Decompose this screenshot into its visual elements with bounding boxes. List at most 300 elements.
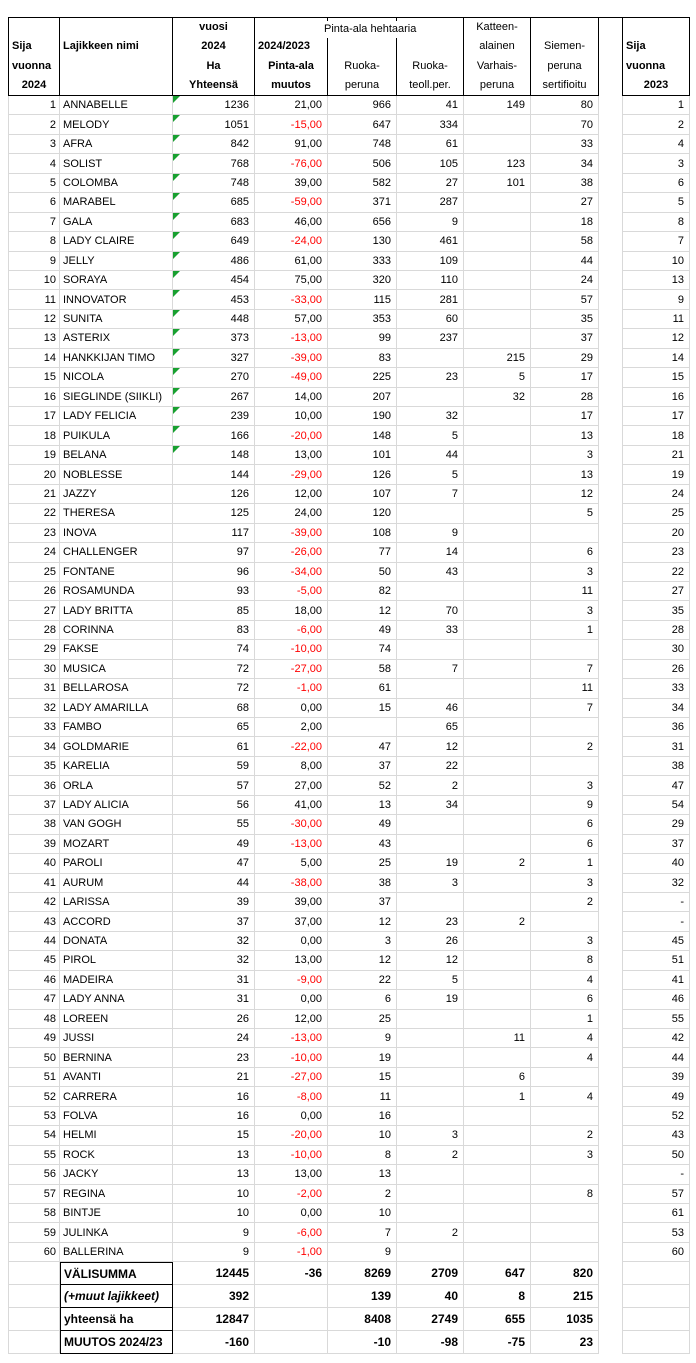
summary-cell-variety-name[interactable]: yhteensä ha — [60, 1308, 173, 1331]
cell-ha-total[interactable]: 126 — [173, 485, 255, 504]
cell-varhaisperuna[interactable] — [464, 932, 531, 951]
cell-siemenperuna[interactable]: 12 — [531, 485, 599, 504]
cell-ha-total[interactable]: 13 — [173, 1165, 255, 1184]
cell-area-change[interactable]: 18,00 — [255, 601, 328, 620]
cell-ha-total[interactable]: 68 — [173, 699, 255, 718]
cell-rank-2024[interactable]: 30 — [8, 660, 60, 679]
cell-ha-total[interactable]: 454 — [173, 271, 255, 290]
cell-area-change[interactable]: 13,00 — [255, 951, 328, 970]
cell-area-change[interactable]: 8,00 — [255, 757, 328, 776]
cell-ha-total[interactable]: 32 — [173, 932, 255, 951]
cell-ruoka-teoll[interactable]: 22 — [397, 757, 464, 776]
cell-ruoka-teoll[interactable]: 23 — [397, 912, 464, 931]
cell-siemenperuna[interactable]: 1 — [531, 621, 599, 640]
cell-variety-name[interactable]: PIROL — [60, 951, 173, 970]
cell-ruoka-teoll[interactable]: 7 — [397, 485, 464, 504]
cell-area-change[interactable]: -8,00 — [255, 1087, 328, 1106]
cell-siemenperuna[interactable]: 24 — [531, 271, 599, 290]
cell-ruokaperuna[interactable]: 647 — [328, 115, 397, 134]
cell-ruokaperuna[interactable]: 130 — [328, 232, 397, 251]
cell-rank-2024[interactable]: 52 — [8, 1087, 60, 1106]
cell-varhaisperuna[interactable]: 32 — [464, 388, 531, 407]
cell-ha-total[interactable]: 23 — [173, 1048, 255, 1067]
cell-varhaisperuna[interactable] — [464, 213, 531, 232]
header-rank-2023[interactable] — [623, 17, 690, 96]
cell-variety-name[interactable]: ANNABELLE — [60, 96, 173, 115]
cell-rank-2023[interactable]: 41 — [623, 971, 690, 990]
cell-ruokaperuna[interactable]: 656 — [328, 213, 397, 232]
summary-cell-varhaisperuna[interactable]: 655 — [464, 1308, 531, 1331]
cell-siemenperuna[interactable]: 33 — [531, 135, 599, 154]
cell-varhaisperuna[interactable] — [464, 971, 531, 990]
cell-area-change[interactable]: -13,00 — [255, 1029, 328, 1048]
cell-variety-name[interactable]: VAN GOGH — [60, 815, 173, 834]
cell-ha-total[interactable]: 72 — [173, 679, 255, 698]
cell-ruoka-teoll[interactable]: 46 — [397, 699, 464, 718]
cell-variety-name[interactable]: ACCORD — [60, 912, 173, 931]
cell-ruoka-teoll[interactable] — [397, 349, 464, 368]
cell-variety-name[interactable]: SUNITA — [60, 310, 173, 329]
cell-variety-name[interactable]: LADY BRITTA — [60, 601, 173, 620]
cell-varhaisperuna[interactable] — [464, 485, 531, 504]
cell-siemenperuna[interactable]: 4 — [531, 1087, 599, 1106]
cell-ha-total[interactable]: 239 — [173, 407, 255, 426]
cell-rank-2023[interactable]: 13 — [623, 271, 690, 290]
cell-area-change[interactable]: -38,00 — [255, 874, 328, 893]
cell-ha-total[interactable]: 13 — [173, 1146, 255, 1165]
cell-area-change[interactable]: -9,00 — [255, 971, 328, 990]
cell-siemenperuna[interactable]: 38 — [531, 174, 599, 193]
cell-varhaisperuna[interactable] — [464, 1126, 531, 1145]
cell-rank-2023[interactable]: 34 — [623, 699, 690, 718]
cell-varhaisperuna[interactable] — [464, 1243, 531, 1262]
cell-variety-name[interactable]: INNOVATOR — [60, 290, 173, 309]
summary-cell-area-change[interactable]: -36 — [255, 1262, 328, 1285]
cell-siemenperuna[interactable]: 70 — [531, 115, 599, 134]
cell-variety-name[interactable]: BELLAROSA — [60, 679, 173, 698]
cell-varhaisperuna[interactable] — [464, 601, 531, 620]
cell-ruoka-teoll[interactable]: 12 — [397, 737, 464, 756]
cell-rank-2024[interactable]: 37 — [8, 796, 60, 815]
cell-area-change[interactable]: -24,00 — [255, 232, 328, 251]
cell-variety-name[interactable]: THERESA — [60, 504, 173, 523]
summary-cell-rank-2024[interactable] — [8, 1285, 60, 1308]
cell-varhaisperuna[interactable] — [464, 660, 531, 679]
cell-variety-name[interactable]: FAKSE — [60, 640, 173, 659]
cell-ruokaperuna[interactable]: 74 — [328, 640, 397, 659]
cell-ruokaperuna[interactable]: 320 — [328, 271, 397, 290]
cell-rank-2024[interactable]: 57 — [8, 1185, 60, 1204]
cell-ha-total[interactable]: 61 — [173, 737, 255, 756]
cell-varhaisperuna[interactable] — [464, 465, 531, 484]
cell-ruoka-teoll[interactable]: 105 — [397, 154, 464, 173]
cell-ha-total[interactable]: 32 — [173, 951, 255, 970]
cell-rank-2024[interactable]: 6 — [8, 193, 60, 212]
cell-area-change[interactable]: 2,00 — [255, 718, 328, 737]
cell-rank-2023[interactable]: 60 — [623, 1243, 690, 1262]
cell-ruokaperuna[interactable]: 99 — [328, 329, 397, 348]
cell-ruoka-teoll[interactable]: 334 — [397, 115, 464, 134]
summary-cell-siemenperuna[interactable]: 820 — [531, 1262, 599, 1285]
cell-variety-name[interactable]: NOBLESSE — [60, 465, 173, 484]
cell-rank-2023[interactable]: 27 — [623, 582, 690, 601]
cell-rank-2023[interactable]: 61 — [623, 1204, 690, 1223]
cell-variety-name[interactable]: SOLIST — [60, 154, 173, 173]
cell-variety-name[interactable]: ROSAMUNDA — [60, 582, 173, 601]
cell-ruokaperuna[interactable]: 16 — [328, 1107, 397, 1126]
cell-area-change[interactable]: -2,00 — [255, 1185, 328, 1204]
cell-rank-2023[interactable]: 5 — [623, 193, 690, 212]
cell-area-change[interactable]: 13,00 — [255, 1165, 328, 1184]
cell-variety-name[interactable]: JULINKA — [60, 1223, 173, 1242]
cell-ruoka-teoll[interactable] — [397, 1165, 464, 1184]
cell-ha-total[interactable]: 97 — [173, 543, 255, 562]
cell-rank-2024[interactable]: 58 — [8, 1204, 60, 1223]
cell-varhaisperuna[interactable] — [464, 271, 531, 290]
cell-rank-2023[interactable]: 38 — [623, 757, 690, 776]
cell-ruoka-teoll[interactable] — [397, 835, 464, 854]
cell-ruokaperuna[interactable]: 61 — [328, 679, 397, 698]
summary-cell-siemenperuna[interactable]: 1035 — [531, 1308, 599, 1331]
cell-rank-2024[interactable]: 25 — [8, 563, 60, 582]
cell-variety-name[interactable]: AURUM — [60, 874, 173, 893]
cell-rank-2023[interactable]: 4 — [623, 135, 690, 154]
cell-ruoka-teoll[interactable] — [397, 893, 464, 912]
cell-rank-2024[interactable]: 38 — [8, 815, 60, 834]
cell-siemenperuna[interactable]: 6 — [531, 990, 599, 1009]
cell-varhaisperuna[interactable] — [464, 893, 531, 912]
cell-ruoka-teoll[interactable]: 33 — [397, 621, 464, 640]
cell-siemenperuna[interactable] — [531, 1223, 599, 1242]
cell-rank-2023[interactable]: 21 — [623, 446, 690, 465]
cell-ha-total[interactable]: 31 — [173, 971, 255, 990]
cell-variety-name[interactable]: JELLY — [60, 252, 173, 271]
cell-rank-2024[interactable]: 60 — [8, 1243, 60, 1262]
cell-varhaisperuna[interactable] — [464, 757, 531, 776]
cell-variety-name[interactable]: LADY FELICIA — [60, 407, 173, 426]
cell-siemenperuna[interactable]: 2 — [531, 1126, 599, 1145]
cell-ha-total[interactable]: 117 — [173, 524, 255, 543]
cell-varhaisperuna[interactable]: 101 — [464, 174, 531, 193]
cell-ha-total[interactable]: 47 — [173, 854, 255, 873]
cell-ha-total[interactable]: 10 — [173, 1185, 255, 1204]
cell-rank-2024[interactable]: 18 — [8, 426, 60, 445]
cell-ruokaperuna[interactable]: 3 — [328, 932, 397, 951]
cell-rank-2023[interactable]: 33 — [623, 679, 690, 698]
cell-rank-2023[interactable]: 57 — [623, 1185, 690, 1204]
cell-ruokaperuna[interactable]: 52 — [328, 776, 397, 795]
cell-siemenperuna[interactable]: 2 — [531, 893, 599, 912]
cell-ruoka-teoll[interactable] — [397, 1243, 464, 1262]
cell-rank-2024[interactable]: 5 — [8, 174, 60, 193]
cell-ruoka-teoll[interactable]: 237 — [397, 329, 464, 348]
cell-rank-2023[interactable]: 19 — [623, 465, 690, 484]
cell-siemenperuna[interactable] — [531, 1204, 599, 1223]
summary-cell-rank-2023[interactable] — [623, 1308, 690, 1331]
cell-area-change[interactable]: -27,00 — [255, 660, 328, 679]
cell-varhaisperuna[interactable] — [464, 815, 531, 834]
cell-ruoka-teoll[interactable]: 3 — [397, 874, 464, 893]
cell-ruokaperuna[interactable]: 2 — [328, 1185, 397, 1204]
cell-rank-2023[interactable]: 14 — [623, 349, 690, 368]
cell-siemenperuna[interactable]: 37 — [531, 329, 599, 348]
cell-rank-2023[interactable]: 42 — [623, 1029, 690, 1048]
cell-ha-total[interactable]: 21 — [173, 1068, 255, 1087]
cell-varhaisperuna[interactable] — [464, 1146, 531, 1165]
cell-ruoka-teoll[interactable] — [397, 1048, 464, 1067]
cell-area-change[interactable]: 10,00 — [255, 407, 328, 426]
cell-ruoka-teoll[interactable]: 5 — [397, 465, 464, 484]
cell-area-change[interactable]: -26,00 — [255, 543, 328, 562]
cell-siemenperuna[interactable]: 2 — [531, 737, 599, 756]
summary-cell-ruokaperuna[interactable]: -10 — [328, 1331, 397, 1354]
cell-ruoka-teoll[interactable] — [397, 1204, 464, 1223]
summary-cell-rank-2023[interactable] — [623, 1331, 690, 1354]
cell-area-change[interactable]: -10,00 — [255, 1146, 328, 1165]
summary-cell-area-change[interactable] — [255, 1308, 328, 1331]
cell-varhaisperuna[interactable] — [464, 426, 531, 445]
cell-rank-2024[interactable]: 49 — [8, 1029, 60, 1048]
cell-rank-2024[interactable]: 12 — [8, 310, 60, 329]
cell-ruokaperuna[interactable]: 120 — [328, 504, 397, 523]
cell-ruoka-teoll[interactable]: 5 — [397, 426, 464, 445]
cell-varhaisperuna[interactable]: 215 — [464, 349, 531, 368]
cell-area-change[interactable]: 61,00 — [255, 252, 328, 271]
cell-varhaisperuna[interactable] — [464, 135, 531, 154]
cell-ruokaperuna[interactable]: 13 — [328, 796, 397, 815]
cell-variety-name[interactable]: AVANTI — [60, 1068, 173, 1087]
cell-ruokaperuna[interactable]: 353 — [328, 310, 397, 329]
cell-rank-2024[interactable]: 23 — [8, 524, 60, 543]
cell-varhaisperuna[interactable] — [464, 679, 531, 698]
cell-siemenperuna[interactable]: 44 — [531, 252, 599, 271]
cell-area-change[interactable]: -13,00 — [255, 329, 328, 348]
cell-ha-total[interactable]: 56 — [173, 796, 255, 815]
cell-siemenperuna[interactable]: 3 — [531, 601, 599, 620]
header-rank-2024[interactable] — [8, 17, 60, 96]
cell-varhaisperuna[interactable] — [464, 1010, 531, 1029]
cell-rank-2023[interactable]: 52 — [623, 1107, 690, 1126]
summary-cell-varhaisperuna[interactable]: -75 — [464, 1331, 531, 1354]
cell-rank-2024[interactable]: 1 — [8, 96, 60, 115]
cell-rank-2024[interactable]: 59 — [8, 1223, 60, 1242]
cell-ha-total[interactable]: 26 — [173, 1010, 255, 1029]
cell-rank-2024[interactable]: 55 — [8, 1146, 60, 1165]
cell-area-change[interactable]: -59,00 — [255, 193, 328, 212]
cell-siemenperuna[interactable]: 17 — [531, 368, 599, 387]
cell-ruoka-teoll[interactable]: 281 — [397, 290, 464, 309]
cell-ruokaperuna[interactable]: 15 — [328, 699, 397, 718]
cell-variety-name[interactable]: JACKY — [60, 1165, 173, 1184]
cell-rank-2024[interactable]: 14 — [8, 349, 60, 368]
cell-siemenperuna[interactable]: 8 — [531, 1185, 599, 1204]
cell-varhaisperuna[interactable] — [464, 524, 531, 543]
cell-siemenperuna[interactable]: 3 — [531, 563, 599, 582]
cell-area-change[interactable]: 37,00 — [255, 912, 328, 931]
cell-variety-name[interactable]: CORINNA — [60, 621, 173, 640]
cell-ruoka-teoll[interactable]: 34 — [397, 796, 464, 815]
cell-variety-name[interactable]: GALA — [60, 213, 173, 232]
cell-ruoka-teoll[interactable]: 2 — [397, 1146, 464, 1165]
cell-rank-2024[interactable]: 8 — [8, 232, 60, 251]
cell-variety-name[interactable]: MOZART — [60, 835, 173, 854]
cell-siemenperuna[interactable]: 11 — [531, 679, 599, 698]
summary-cell-area-change[interactable] — [255, 1285, 328, 1308]
cell-rank-2023[interactable]: 35 — [623, 601, 690, 620]
cell-siemenperuna[interactable] — [531, 1243, 599, 1262]
cell-ruokaperuna[interactable]: 506 — [328, 154, 397, 173]
cell-siemenperuna[interactable]: 29 — [531, 349, 599, 368]
cell-rank-2023[interactable]: 24 — [623, 485, 690, 504]
cell-ruoka-teoll[interactable]: 287 — [397, 193, 464, 212]
cell-ruokaperuna[interactable]: 101 — [328, 446, 397, 465]
cell-siemenperuna[interactable]: 4 — [531, 1048, 599, 1067]
summary-cell-ruoka-teoll[interactable]: 2749 — [397, 1308, 464, 1331]
cell-varhaisperuna[interactable]: 11 — [464, 1029, 531, 1048]
cell-rank-2024[interactable]: 48 — [8, 1010, 60, 1029]
cell-rank-2023[interactable]: 8 — [623, 213, 690, 232]
cell-rank-2024[interactable]: 7 — [8, 213, 60, 232]
cell-area-change[interactable]: -13,00 — [255, 835, 328, 854]
cell-ruokaperuna[interactable]: 148 — [328, 426, 397, 445]
cell-ruoka-teoll[interactable] — [397, 1068, 464, 1087]
cell-variety-name[interactable]: MELODY — [60, 115, 173, 134]
cell-ha-total[interactable]: 15 — [173, 1126, 255, 1145]
cell-rank-2024[interactable]: 26 — [8, 582, 60, 601]
cell-ruokaperuna[interactable]: 108 — [328, 524, 397, 543]
cell-ruoka-teoll[interactable] — [397, 679, 464, 698]
cell-ha-total[interactable]: 65 — [173, 718, 255, 737]
cell-rank-2024[interactable]: 36 — [8, 776, 60, 795]
cell-rank-2023[interactable]: 1 — [623, 96, 690, 115]
cell-rank-2024[interactable]: 27 — [8, 601, 60, 620]
cell-variety-name[interactable]: INOVA — [60, 524, 173, 543]
cell-varhaisperuna[interactable] — [464, 718, 531, 737]
cell-ruokaperuna[interactable]: 37 — [328, 893, 397, 912]
cell-siemenperuna[interactable]: 34 — [531, 154, 599, 173]
cell-rank-2023[interactable]: 44 — [623, 1048, 690, 1067]
cell-ruoka-teoll[interactable] — [397, 1010, 464, 1029]
cell-rank-2023[interactable]: 9 — [623, 290, 690, 309]
summary-cell-variety-name[interactable]: MUUTOS 2024/23 — [60, 1331, 173, 1354]
header-area-change[interactable] — [255, 17, 328, 96]
cell-ha-total[interactable]: 37 — [173, 912, 255, 931]
summary-cell-rank-2024[interactable] — [8, 1262, 60, 1285]
cell-siemenperuna[interactable]: 18 — [531, 213, 599, 232]
cell-ruokaperuna[interactable]: 50 — [328, 563, 397, 582]
cell-ruokaperuna[interactable]: 38 — [328, 874, 397, 893]
cell-ruoka-teoll[interactable]: 23 — [397, 368, 464, 387]
cell-varhaisperuna[interactable] — [464, 951, 531, 970]
cell-ha-total[interactable]: 685 — [173, 193, 255, 212]
cell-rank-2023[interactable]: 54 — [623, 796, 690, 815]
cell-ruoka-teoll[interactable] — [397, 582, 464, 601]
cell-ruoka-teoll[interactable] — [397, 504, 464, 523]
cell-siemenperuna[interactable] — [531, 912, 599, 931]
cell-variety-name[interactable]: DONATA — [60, 932, 173, 951]
cell-ruoka-teoll[interactable]: 43 — [397, 563, 464, 582]
cell-variety-name[interactable]: MADEIRA — [60, 971, 173, 990]
cell-rank-2023[interactable]: 39 — [623, 1068, 690, 1087]
cell-ruoka-teoll[interactable]: 14 — [397, 543, 464, 562]
cell-rank-2024[interactable]: 56 — [8, 1165, 60, 1184]
cell-variety-name[interactable]: REGINA — [60, 1185, 173, 1204]
cell-rank-2024[interactable]: 21 — [8, 485, 60, 504]
summary-cell-rank-2024[interactable] — [8, 1308, 60, 1331]
cell-varhaisperuna[interactable] — [464, 290, 531, 309]
cell-ha-total[interactable]: 166 — [173, 426, 255, 445]
cell-ha-total[interactable]: 144 — [173, 465, 255, 484]
cell-rank-2023[interactable]: - — [623, 893, 690, 912]
cell-rank-2024[interactable]: 50 — [8, 1048, 60, 1067]
summary-cell-ruoka-teoll[interactable]: -98 — [397, 1331, 464, 1354]
summary-cell-variety-name[interactable]: VÄLISUMMA — [60, 1262, 173, 1285]
cell-ha-total[interactable]: 748 — [173, 174, 255, 193]
cell-rank-2023[interactable]: 2 — [623, 115, 690, 134]
cell-variety-name[interactable]: GOLDMARIE — [60, 737, 173, 756]
cell-variety-name[interactable]: FONTANE — [60, 563, 173, 582]
cell-area-change[interactable]: -22,00 — [255, 737, 328, 756]
cell-siemenperuna[interactable]: 9 — [531, 796, 599, 815]
cell-rank-2024[interactable]: 15 — [8, 368, 60, 387]
cell-rank-2023[interactable]: 6 — [623, 174, 690, 193]
cell-rank-2023[interactable]: 28 — [623, 621, 690, 640]
cell-siemenperuna[interactable]: 17 — [531, 407, 599, 426]
cell-ruoka-teoll[interactable]: 9 — [397, 524, 464, 543]
cell-rank-2023[interactable]: 47 — [623, 776, 690, 795]
cell-rank-2024[interactable]: 11 — [8, 290, 60, 309]
cell-ruokaperuna[interactable]: 13 — [328, 1165, 397, 1184]
cell-ha-total[interactable]: 267 — [173, 388, 255, 407]
cell-ruoka-teoll[interactable]: 2 — [397, 776, 464, 795]
cell-ruokaperuna[interactable]: 333 — [328, 252, 397, 271]
cell-ruoka-teoll[interactable]: 44 — [397, 446, 464, 465]
cell-area-change[interactable]: 27,00 — [255, 776, 328, 795]
cell-area-change[interactable]: 0,00 — [255, 990, 328, 1009]
cell-rank-2024[interactable]: 20 — [8, 465, 60, 484]
cell-varhaisperuna[interactable] — [464, 252, 531, 271]
cell-ruoka-teoll[interactable]: 41 — [397, 96, 464, 115]
cell-rank-2024[interactable]: 43 — [8, 912, 60, 931]
cell-variety-name[interactable]: SIEGLINDE (SIIKLI) — [60, 388, 173, 407]
cell-ruoka-teoll[interactable] — [397, 1107, 464, 1126]
cell-rank-2023[interactable]: 16 — [623, 388, 690, 407]
cell-variety-name[interactable]: HANKKIJAN TIMO — [60, 349, 173, 368]
cell-siemenperuna[interactable]: 7 — [531, 660, 599, 679]
summary-cell-varhaisperuna[interactable]: 647 — [464, 1262, 531, 1285]
cell-ha-total[interactable]: 16 — [173, 1087, 255, 1106]
cell-varhaisperuna[interactable] — [464, 407, 531, 426]
cell-ha-total[interactable]: 768 — [173, 154, 255, 173]
cell-rank-2024[interactable]: 31 — [8, 679, 60, 698]
cell-area-change[interactable]: -27,00 — [255, 1068, 328, 1087]
cell-area-change[interactable]: 46,00 — [255, 213, 328, 232]
cell-area-change[interactable]: 14,00 — [255, 388, 328, 407]
cell-variety-name[interactable]: ORLA — [60, 776, 173, 795]
cell-ha-total[interactable]: 49 — [173, 835, 255, 854]
cell-siemenperuna[interactable]: 8 — [531, 951, 599, 970]
summary-cell-siemenperuna[interactable]: 215 — [531, 1285, 599, 1308]
cell-ruokaperuna[interactable]: 77 — [328, 543, 397, 562]
cell-rank-2024[interactable]: 41 — [8, 874, 60, 893]
cell-siemenperuna[interactable]: 4 — [531, 1029, 599, 1048]
cell-ruoka-teoll[interactable] — [397, 640, 464, 659]
cell-ha-total[interactable]: 373 — [173, 329, 255, 348]
cell-ha-total[interactable]: 24 — [173, 1029, 255, 1048]
cell-ruoka-teoll[interactable] — [397, 388, 464, 407]
cell-varhaisperuna[interactable] — [464, 582, 531, 601]
header-variety-name[interactable] — [60, 17, 173, 96]
